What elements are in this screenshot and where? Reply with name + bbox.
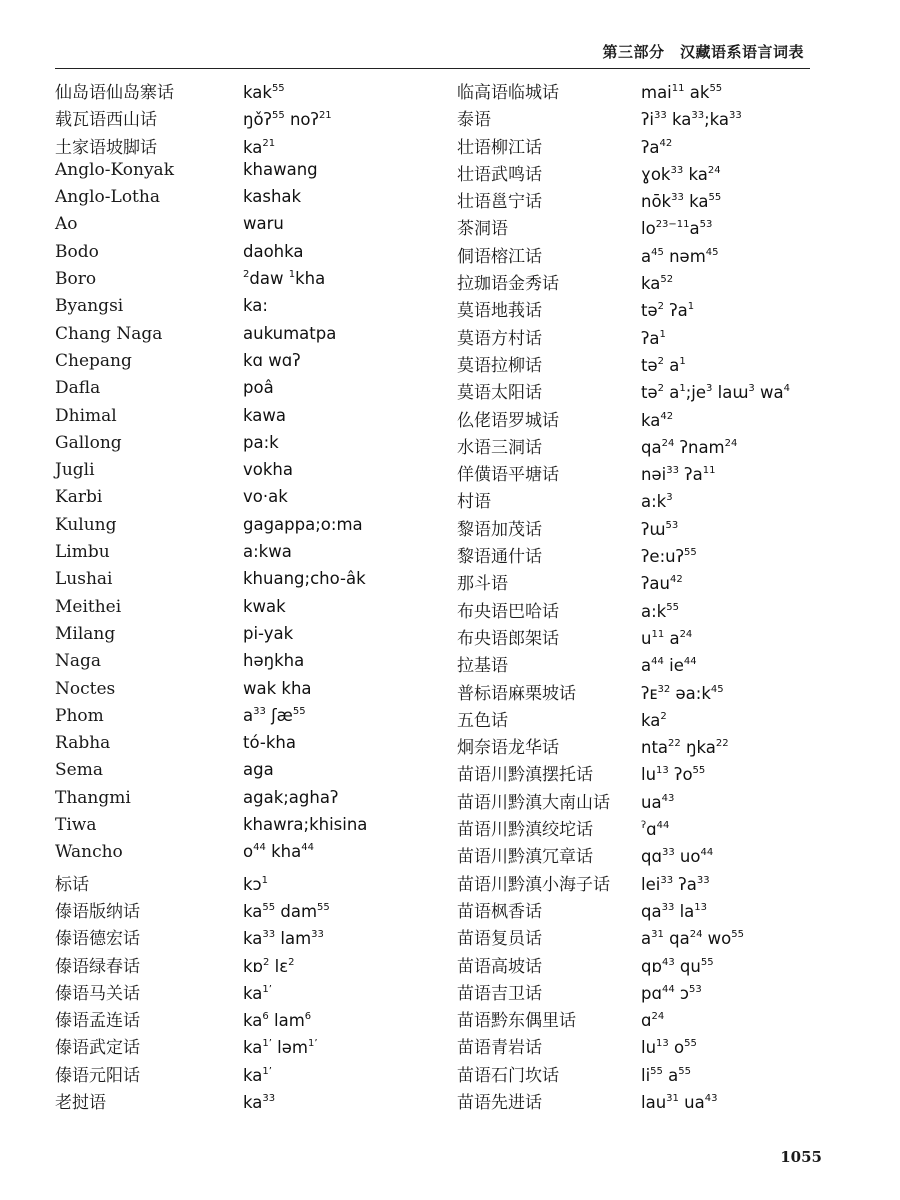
word-form: $^2$daw $^1$kha (243, 269, 326, 289)
entry-row (55, 679, 455, 706)
language-name: 苗语川黔滇冗章话 (457, 847, 593, 868)
word-form: khawang (243, 159, 318, 179)
word-form: $qa^{33}$ $la^{13}$ (641, 901, 708, 921)
language-name: 苗语石门坎话 (457, 1065, 559, 1086)
language-name: 布央语巴哈话 (457, 601, 559, 622)
entry-row (457, 624, 857, 651)
word-form: qɒ$^{43}$ $qu^{55}$ (641, 956, 714, 976)
entry-row (457, 133, 857, 160)
language-name: Ao (55, 214, 78, 235)
language-name: Anglo-Lotha (55, 187, 160, 208)
entry-row (457, 1006, 857, 1033)
word-form: $a^{44}$ $ie^{44}$ (641, 656, 697, 676)
language-name: Chang Naga (55, 323, 163, 344)
entry-row (55, 897, 455, 924)
language-name: Chepang (55, 350, 132, 371)
entry-row (457, 979, 857, 1006)
entry-row (55, 569, 455, 596)
word-form: ʔa$^{42}$ (641, 137, 673, 157)
word-form: kɔ$^1$ (243, 874, 268, 894)
word-form: $a^{45}$ nəm$^{45}$ (641, 246, 719, 266)
entry-row (55, 706, 455, 733)
language-name: 苗语青岩话 (457, 1038, 542, 1059)
word-form: $ka^{55}$ dam$^{55}$ (243, 901, 330, 921)
language-name: 傣语元阳话 (55, 1065, 140, 1086)
word-form: $^ʔ$ɑ$^{44}$ (641, 820, 670, 840)
word-form: vo·ak (243, 487, 288, 507)
entry-row (55, 296, 455, 323)
word-form: $ka^{1’}$ (243, 1065, 272, 1085)
entry-row (55, 351, 455, 378)
entry-row (55, 788, 455, 815)
entry-row (457, 597, 857, 624)
word-form: pɑ$^{44}$ ɔ$^{53}$ (641, 983, 702, 1003)
language-name: 水语三洞话 (457, 437, 542, 458)
language-name: 泰语 (457, 110, 491, 131)
word-form: gagappa;o:ma (243, 514, 363, 534)
entry-row (457, 1033, 857, 1060)
language-name: 黎语通什话 (457, 547, 542, 568)
entry-row (55, 515, 455, 542)
language-name: 苗语先进话 (457, 1092, 542, 1113)
entry-row (457, 842, 857, 869)
word-form: $o^{44}$ kha$^{44}$ (243, 842, 314, 862)
word-form: kak$^{55}$ (243, 83, 285, 102)
word-form: khawra;khisina (243, 815, 368, 835)
language-name: Meithei (55, 596, 122, 617)
entry-row (55, 324, 455, 351)
page-number: 1055 (780, 1148, 822, 1166)
language-name: Tiwa (55, 815, 97, 836)
word-form: pa:k (243, 432, 279, 452)
language-name: 苗语川黔滇大南山话 (457, 792, 610, 813)
word-form: $ka^{52}$ (641, 274, 674, 294)
entry-row (55, 1006, 455, 1033)
entry-row (457, 242, 857, 269)
entry-row (457, 487, 857, 514)
word-form: pi-yak (243, 623, 294, 643)
language-name: 苗语复员话 (457, 929, 542, 950)
language-name: 傣语马关话 (55, 983, 140, 1004)
language-name: Byangsi (55, 296, 124, 317)
entry-row (457, 351, 857, 378)
language-name: 炯奈语龙华话 (457, 738, 559, 759)
word-form: nōk$^{33}$ $ka^{55}$ (641, 192, 722, 212)
word-form: poâ (243, 378, 274, 398)
entry-row (457, 324, 857, 351)
entry-row (55, 651, 455, 678)
entry-row (55, 214, 455, 241)
entry-row (55, 269, 455, 296)
entry-row (457, 187, 857, 214)
word-form: $u^{11}$ $a^{24}$ (641, 628, 693, 648)
language-name: 傣语孟连话 (55, 1011, 140, 1032)
word-form: agak;aghaʔ (243, 787, 339, 807)
word-form: $lu^{13}$ ʔo$^{55}$ (641, 765, 706, 785)
language-name: 壮语柳江话 (457, 137, 542, 158)
language-name: 茶洞语 (457, 219, 508, 240)
left-column (55, 78, 455, 1115)
word-form: lei$^{33}$ ʔa$^{33}$ (641, 874, 710, 894)
word-form: $ua^{43}$ (641, 792, 675, 812)
word-form: $ka^{1’}$ (243, 983, 272, 1003)
language-name: 苗语黔东偶里话 (457, 1011, 576, 1032)
word-form: nəi$^{33}$ ʔa$^{11}$ (641, 465, 716, 485)
entry-row (457, 924, 857, 951)
language-name: Noctes (55, 678, 116, 699)
entry-row (55, 760, 455, 787)
entry-row (457, 788, 857, 815)
language-name: 苗语川黔滇小海子话 (457, 874, 610, 895)
entry-row (457, 733, 857, 760)
word-form: aga (243, 760, 274, 780)
entry-row (55, 1033, 455, 1060)
word-form: a:kwa (243, 542, 292, 562)
entry-row (457, 679, 857, 706)
language-name: Milang (55, 623, 116, 644)
language-name: Kulung (55, 514, 117, 535)
language-name: 苗语枫香话 (457, 901, 542, 922)
language-name: Phom (55, 705, 104, 726)
entry-row (55, 597, 455, 624)
word-form: $ka^{33}$ (243, 1092, 276, 1112)
language-name: 标话 (55, 874, 89, 895)
right-column (457, 78, 857, 1115)
language-name: 布央语郎架话 (457, 628, 559, 649)
word-form: tó-kha (243, 733, 296, 753)
word-form: $ka^{1’}$ ləm$^{1’}$ (243, 1038, 318, 1058)
language-name: Rabha (55, 733, 111, 754)
entry-row (457, 569, 857, 596)
language-name: 村语 (457, 492, 491, 513)
entry-row (457, 378, 857, 405)
section-title: 第三部分 汉藏语系语言词表 (602, 43, 804, 61)
language-name: 仫佬语罗城话 (457, 410, 559, 431)
word-form: kashak (243, 187, 302, 207)
word-form: ɣok$^{33}$ $ka^{24}$ (641, 164, 721, 184)
entry-row (457, 433, 857, 460)
word-form: $ka^2$ (641, 710, 667, 730)
word-form: $a:k^3$ (641, 492, 673, 512)
language-name: Thangmi (55, 787, 131, 808)
word-form: aukumatpa (243, 323, 337, 343)
entry-row (457, 651, 857, 678)
entry-row (55, 842, 455, 869)
entry-row (55, 378, 455, 405)
entry-row (55, 952, 455, 979)
word-form: kawa (243, 405, 286, 425)
word-form: qɑ$^{33}$ $uo^{44}$ (641, 847, 714, 867)
entry-row (55, 815, 455, 842)
entry-row (55, 487, 455, 514)
language-name: Jugli (55, 460, 95, 481)
word-form: $ka^{21}$ (243, 137, 276, 157)
word-form: $qa^{24}$ ʔnam$^{24}$ (641, 437, 738, 457)
entry-row (55, 979, 455, 1006)
entry-row (55, 133, 455, 160)
language-name: 莫语地莪话 (457, 301, 542, 322)
word-form: $a^{31}$ $qa^{24}$ $wo^{55}$ (641, 929, 745, 949)
word-form: ʔᴇ$^{32}$ $əa:k^{45}$ (641, 683, 724, 703)
word-form: $ka^6$ lam$^6$ (243, 1011, 312, 1031)
word-form: khuang;cho-âk (243, 569, 366, 589)
entry-row (457, 952, 857, 979)
entry-row (55, 187, 455, 214)
entry-row (55, 78, 455, 105)
entry-row (55, 105, 455, 132)
entry-row (457, 542, 857, 569)
word-form: tə$^2$ $a^1;je^3$ laɯ$^3$ $wa^4$ (641, 383, 791, 403)
entry-row (55, 160, 455, 187)
entry-row (457, 296, 857, 323)
word-form: wak kha (243, 678, 312, 698)
word-form: tə$^2$ ʔa$^1$ (641, 301, 695, 321)
word-form: ʔe:uʔ$^{55}$ (641, 547, 697, 567)
language-name: 临高语临城话 (457, 83, 559, 103)
entry-row (457, 406, 857, 433)
language-name: 傣语武定话 (55, 1038, 140, 1059)
language-name: 莫语太阳话 (457, 383, 542, 404)
language-name: 那斗语 (457, 574, 508, 595)
language-name: 莫语方村话 (457, 328, 542, 349)
language-name: 苗语川黔滇摆托话 (457, 765, 593, 786)
word-form: vokha (243, 460, 293, 480)
word-form: nta$^{22}$ ŋka$^{22}$ (641, 738, 729, 758)
word-form: ʔɯ$^{53}$ (641, 519, 679, 539)
running-header (55, 28, 810, 69)
entry-row (457, 214, 857, 241)
entry-row (55, 924, 455, 951)
word-form: $li^{55}$ $a^{55}$ (641, 1065, 691, 1085)
entry-row (55, 1061, 455, 1088)
word-form: $ka^{33}$ lam$^{33}$ (243, 929, 324, 949)
language-name: 壮语武鸣话 (457, 164, 542, 185)
language-name: 苗语川黔滇绞坨话 (457, 820, 593, 841)
language-name: Dafla (55, 378, 101, 399)
word-form: kɒ$^2$ lɛ$^2$ (243, 956, 295, 976)
language-name: Wancho (55, 842, 123, 863)
language-name: Anglo-Konyak (55, 159, 174, 180)
language-name: Boro (55, 269, 97, 290)
word-form: lau$^{31}$ $ua^{43}$ (641, 1092, 718, 1112)
language-name: 拉基语 (457, 656, 508, 677)
language-name: 苗语高坡话 (457, 956, 542, 977)
language-name: 普标语麻栗坡话 (457, 683, 576, 704)
word-form: $a:k^{55}$ (641, 601, 679, 621)
language-name: 佯僙语平塘话 (457, 465, 559, 486)
language-name: 莫语拉柳话 (457, 355, 542, 376)
language-name: Dhimal (55, 405, 117, 426)
language-name: 仙岛语仙岛寨话 (55, 83, 174, 103)
language-name: Bodo (55, 241, 99, 262)
word-form: $ka^{42}$ (641, 410, 674, 430)
entry-row (55, 542, 455, 569)
entry-row (55, 460, 455, 487)
word-form: ʔa$^1$ (641, 328, 666, 348)
language-name: 壮语邕宁话 (457, 192, 542, 213)
entry-row (457, 760, 857, 787)
word-form: $lo^{23-11}a^{53}$ (641, 219, 713, 239)
entry-row (457, 1088, 857, 1115)
entry-row (457, 706, 857, 733)
word-form: $lu^{13}$ $o^{55}$ (641, 1038, 697, 1058)
word-form: mai$^{11}$ $ak^{55}$ (641, 83, 723, 102)
entry-row (457, 460, 857, 487)
word-form: $a^{33}$ ʃæ$^{55}$ (243, 705, 306, 725)
word-form: ka: (243, 296, 268, 316)
language-name: Karbi (55, 487, 103, 508)
entry-row (55, 433, 455, 460)
word-form: waru (243, 214, 284, 234)
language-name: 黎语加茂话 (457, 519, 542, 540)
language-name: 载瓦语西山话 (55, 110, 157, 131)
language-name: 苗语吉卫话 (457, 983, 542, 1004)
language-name: 傣语版纳话 (55, 901, 140, 922)
entry-row (457, 815, 857, 842)
word-form: tə$^2$ $a^1$ (641, 355, 686, 375)
language-name: Naga (55, 651, 102, 672)
word-form: ʔi$^{33}$ $ka^{33};ka^{33}$ (641, 110, 742, 130)
language-name: 五色话 (457, 710, 508, 731)
language-name: 傣语德宏话 (55, 929, 140, 950)
word-form: kɑ wɑʔ (243, 350, 301, 370)
language-name: Lushai (55, 569, 113, 590)
language-name: Sema (55, 760, 103, 781)
entry-row (55, 406, 455, 433)
word-form: həŋkha (243, 651, 305, 671)
word-form: daohka (243, 241, 304, 261)
language-name: 傣语绿春话 (55, 956, 140, 977)
entry-row (457, 870, 857, 897)
language-name: 侗语榕江话 (457, 246, 542, 267)
language-name: Limbu (55, 542, 110, 563)
word-form: ʔau$^{42}$ (641, 574, 683, 594)
entry-row (457, 269, 857, 296)
entry-row (457, 515, 857, 542)
entry-row (457, 1061, 857, 1088)
entry-row (457, 897, 857, 924)
language-name: 拉珈语金秀话 (457, 274, 559, 295)
entry-row (457, 160, 857, 187)
entry-row (55, 870, 455, 897)
language-name: 土家语坡脚话 (55, 137, 157, 158)
entry-row (457, 105, 857, 132)
word-form: kwak (243, 596, 286, 616)
entry-row (55, 733, 455, 760)
language-name: 老挝语 (55, 1092, 106, 1113)
word-form: ŋǒʔ$^{55}$ noʔ$^{21}$ (243, 110, 332, 130)
entry-row (55, 624, 455, 651)
word-form: ɑ$^{24}$ (641, 1011, 665, 1031)
entry-row (55, 242, 455, 269)
language-name: Gallong (55, 432, 122, 453)
entry-row (457, 78, 857, 105)
entry-row (55, 1088, 455, 1115)
